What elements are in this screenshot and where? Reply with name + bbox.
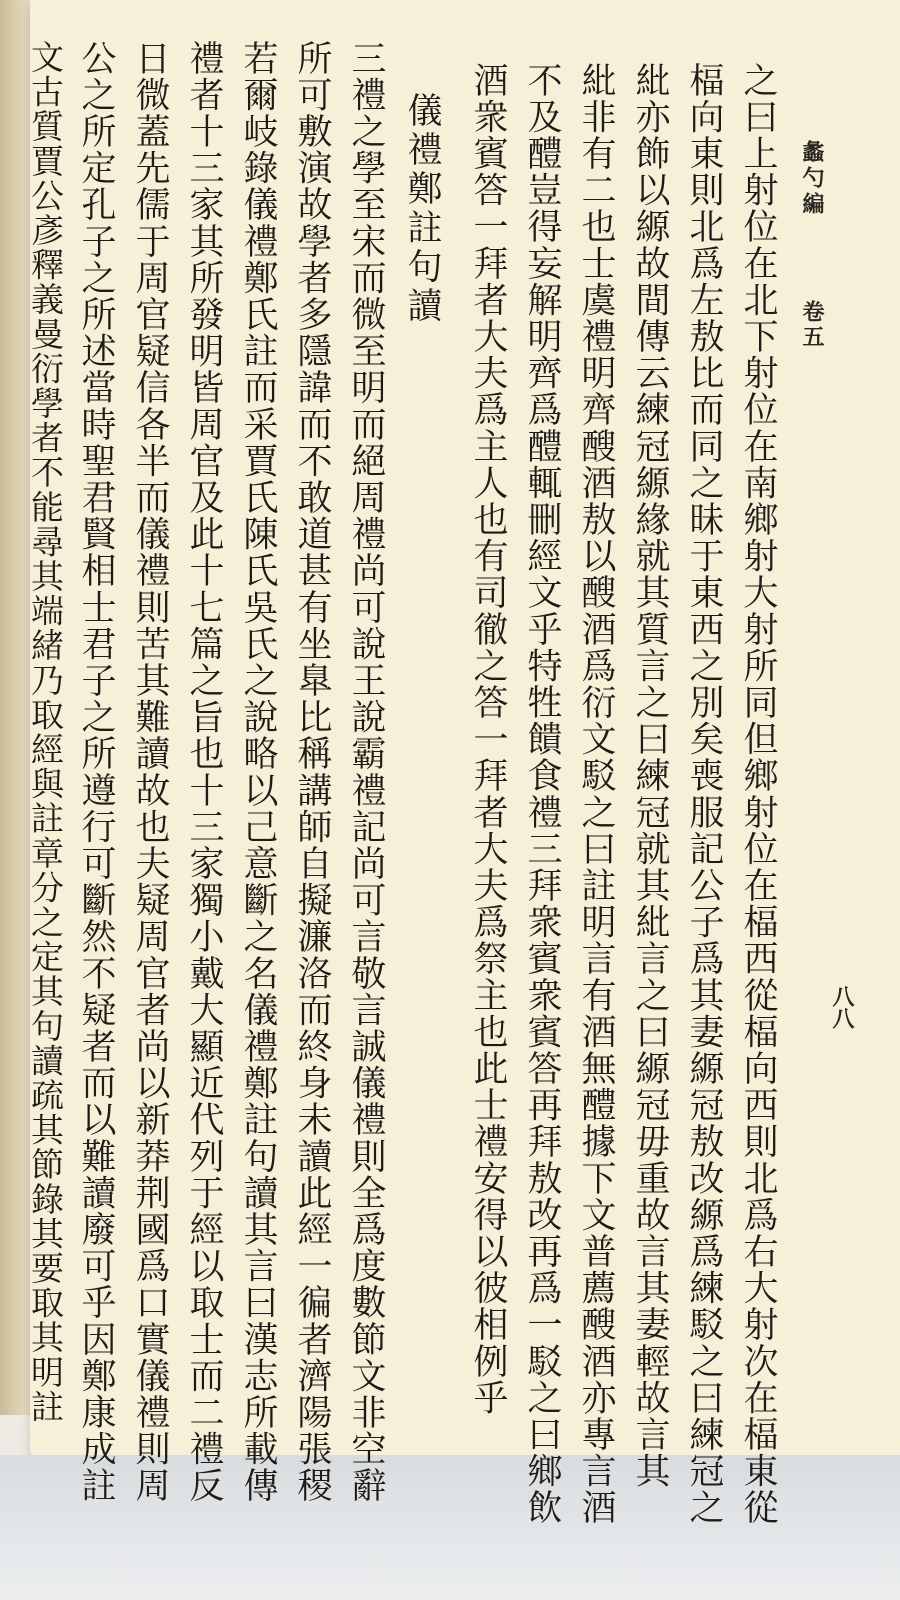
text-column: 日微蓋先儒于周官疑信各半而儀禮則苦其難讀故也夫疑周官者尚以新莽荆國爲口實儀禮則周 bbox=[130, 40, 170, 1504]
text-column: 公之所定孔子之所述當時聖君賢相士君子之所遵行可斷然不疑者而以難讀廢可乎因鄭康成註 bbox=[76, 40, 116, 1504]
text-column: 若爾岐錄儀禮鄭氏註而采賈氏陳氏吳氏之說略以己意斷之名儀禮鄭註句讀其言曰漢志所載傳 bbox=[238, 40, 278, 1504]
text-column: 酒衆賓答一拜者大夫爲主人也有司徹之答一拜者大夫爲祭主也此士禮安得以彼相例乎 bbox=[468, 62, 508, 1417]
text-column: 所可敷演故學者多隱諱而不敢道甚有坐臯比稱講師自擬濂洛而終身未讀此經一徧者濟陽張稷 bbox=[292, 40, 332, 1504]
text-column: 楅向東則北爲左敖比而同之昧于東西之別矣喪服記公子爲其妻縓冠敖改縓爲練駁之曰練冠之 bbox=[684, 62, 724, 1526]
text-column: 之曰上射位在北下射位在南鄉射大射所同但鄉射位在楅西從楅向西則北爲右大射次在楅東從 bbox=[738, 62, 778, 1526]
section-heading: 儀禮鄭註句讀 bbox=[402, 92, 442, 326]
text-column: 不及醴豈得妄解明齊爲醴輒刪經文乎特牲饋食禮三拜衆賓衆賓答再拜敖改再爲一駁之曰鄉飲 bbox=[522, 62, 562, 1526]
text-column: 禮者十三家其所發明皆周官及此十七篇之旨也十三家獨小戴大顯近代列于經以取士而二禮反 bbox=[184, 40, 224, 1504]
running-title: 蠡勺編 bbox=[799, 140, 825, 218]
text-column: 三禮之學至宋而微至明而絕周禮尚可說王說霸禮記尚可言敬言誠儀禮則全爲度數節文非空辭 bbox=[346, 40, 386, 1504]
text-column: 紕亦飾以縓故間傳云練冠縓緣就其質言之曰練冠就其紕言之曰縓冠毋重故言其妻輕故言其 bbox=[630, 62, 670, 1490]
text-column: 紕非有二也士虞禮明齊醙酒敖以醙酒爲衍文駁之曰註明言有酒無醴據下文普薦醙酒亦專言酒 bbox=[576, 62, 616, 1526]
volume-label: 卷五 bbox=[799, 300, 825, 350]
text-column: 文古質賈公彥釋義曼衍學者不能尋其端緒乃取經與註章分之定其句讀疏其節錄其要取其明註 bbox=[26, 40, 65, 1424]
page-number: 八八 bbox=[829, 985, 855, 1029]
